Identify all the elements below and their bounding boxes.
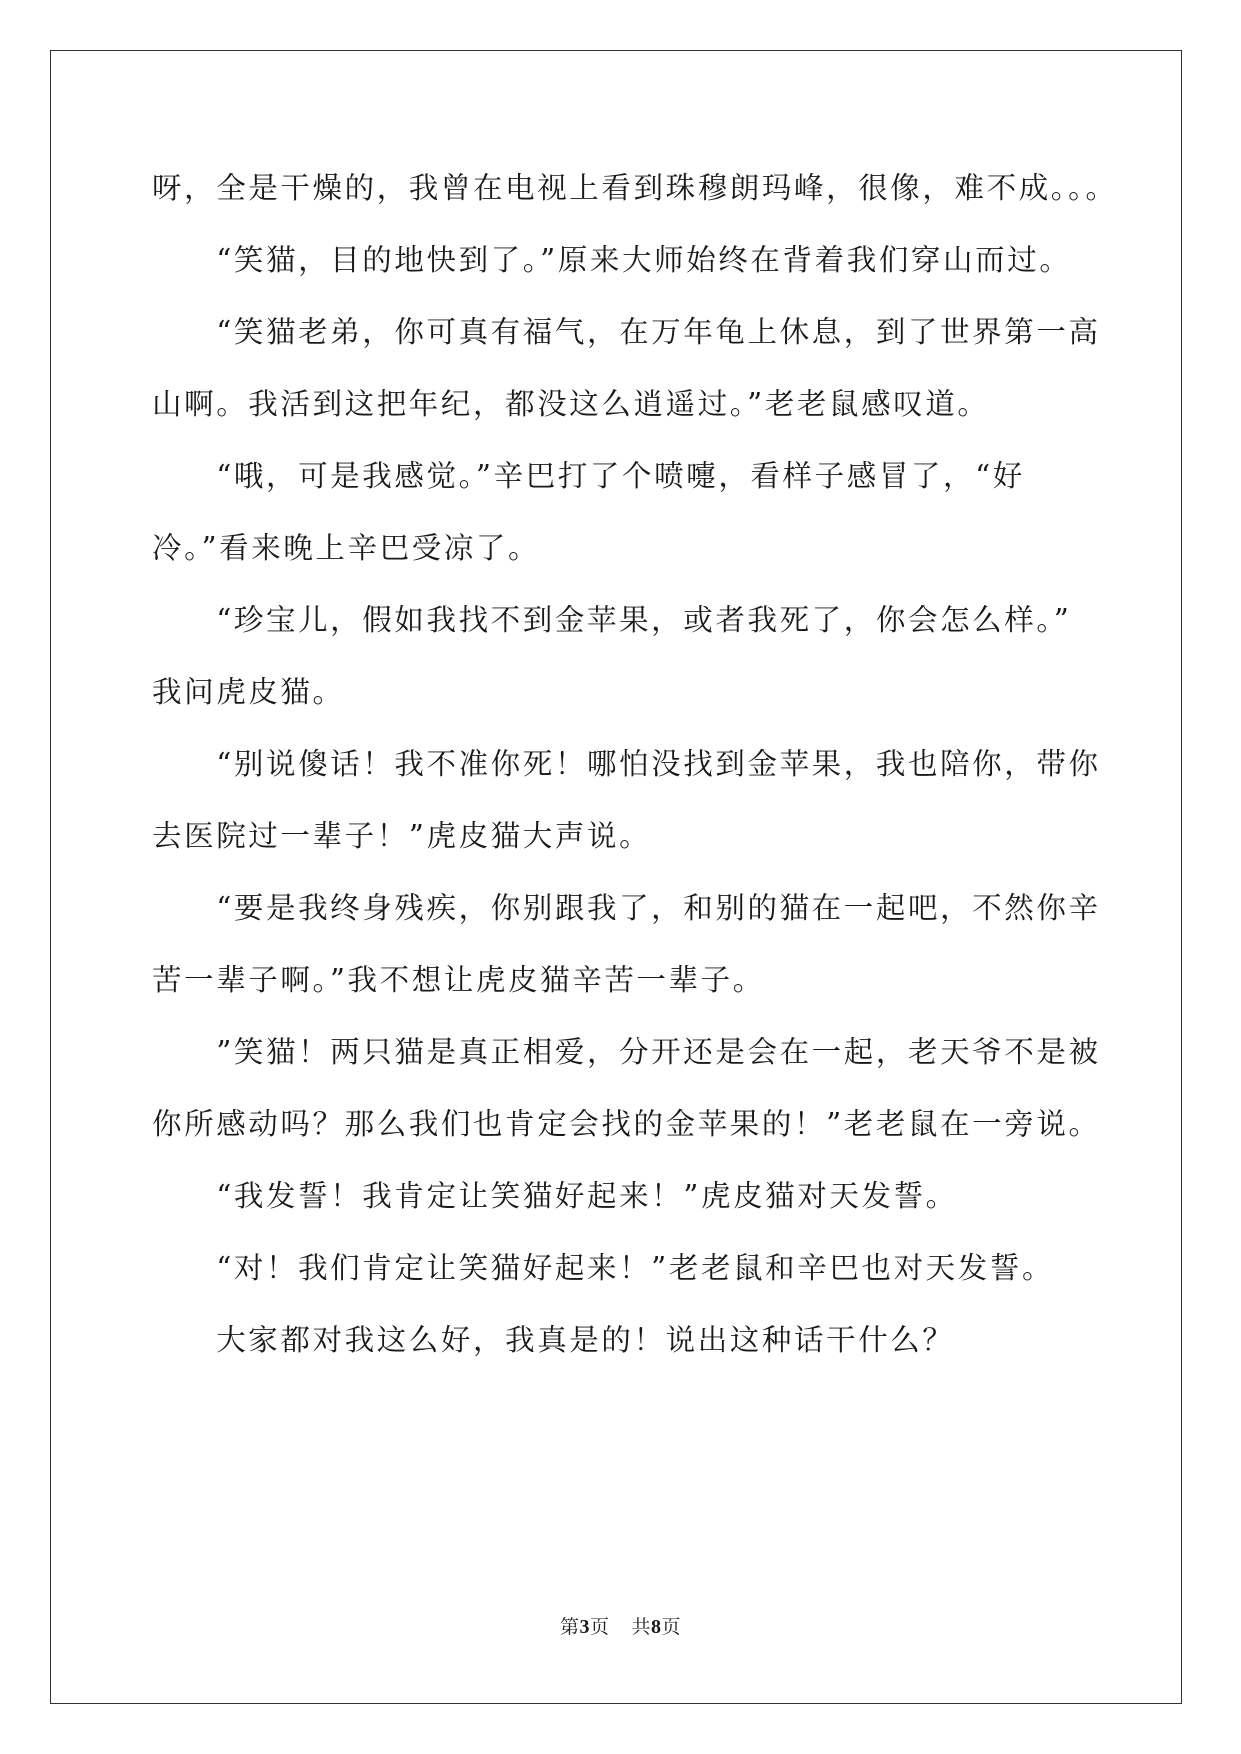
- paragraph-6-line-2: 去医院过一辈子！”虎皮猫大声说。: [152, 819, 652, 853]
- total-prefix: 共: [631, 1616, 652, 1638]
- paragraph-7-line-2: 苦一辈子啊。”我不想让虎皮猫辛苦一辈子。: [152, 963, 765, 997]
- paragraph-4-line-1: “哦，可是我感觉。”辛巴打了个喷嚏，看样子感冒了，“好: [152, 459, 1025, 493]
- paragraph-3-line-1: “笑猫老弟，你可真有福气，在万年龟上休息，到了世界第一高: [152, 315, 1101, 349]
- paragraph-6-line-1: “别说傻话！我不准你死！哪怕没找到金苹果，我也陪你，带你: [152, 747, 1101, 781]
- page-border: [50, 50, 1182, 1704]
- paragraph-8-line-2: 你所感动吗？那么我们也肯定会找的金苹果的！”老老鼠在一旁说。: [152, 1107, 1101, 1141]
- paragraph-4-line-2: 冷。”看来晚上辛巴受凉了。: [152, 531, 541, 565]
- paragraph-8-line-1: ”笑猫！两只猫是真正相爱，分开还是会在一起，老天爷不是被: [152, 1035, 1101, 1069]
- total-pages-number: 8: [651, 1616, 662, 1638]
- paragraph-10-line-1: “对！我们肯定让笑猫好起来！”老老鼠和辛巴也对天发誓。: [152, 1251, 1055, 1285]
- paragraph-5-line-2: 我问虎皮猫。: [152, 675, 345, 709]
- paragraph-11-line-1: 大家都对我这么好，我真是的！说出这种话干什么？: [152, 1323, 955, 1357]
- paragraph-5-line-1: “珍宝儿，假如我找不到金苹果，或者我死了，你会怎么样。”: [152, 603, 1072, 637]
- page-suffix: 页: [589, 1616, 610, 1638]
- current-page-number: 3: [579, 1616, 590, 1638]
- paragraph-1-line-1: 呀，全是干燥的，我曾在电视上看到珠穆朗玛峰，很像，难不成。。。: [152, 171, 1118, 205]
- paragraph-7-line-1: “要是我终身残疾，你别跟我了，和别的猫在一起吧，不然你辛: [152, 891, 1101, 925]
- paragraph-2-line-1: “笑猫，目的地快到了。”原来大师始终在背着我们穿山而过。: [152, 243, 1072, 277]
- paragraph-9-line-1: “我发誓！我肯定让笑猫好起来！”虎皮猫对天发誓。: [152, 1179, 958, 1213]
- total-suffix: 页: [661, 1616, 682, 1638]
- page-prefix: 第: [559, 1616, 580, 1638]
- page-footer: [0, 1615, 1241, 1639]
- paragraph-3-line-2: 山啊。我活到这把年纪，都没这么逍遥过。”老老鼠感叹道。: [152, 387, 990, 421]
